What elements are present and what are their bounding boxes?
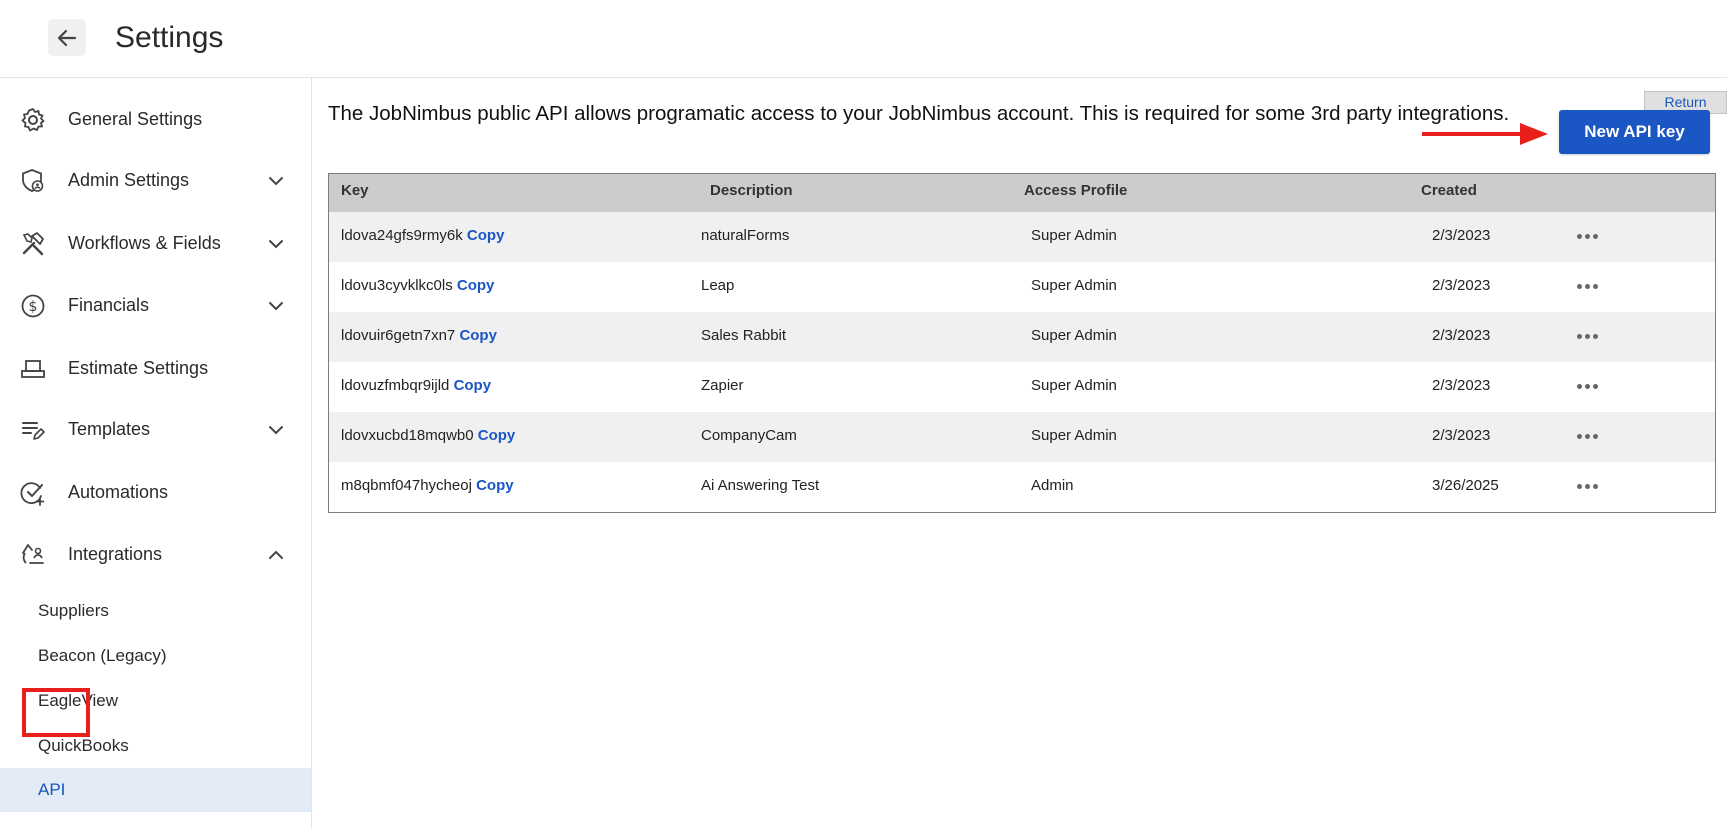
sidebar-item-admin-settings[interactable] — [0, 152, 311, 208]
sidebar-subitem-label: Beacon (Legacy) — [38, 646, 167, 665]
copy-key-link[interactable]: Copy — [466, 227, 505, 244]
dollar-circle-icon — [19, 292, 47, 320]
created-cell: 3/26/2025 — [1432, 477, 1499, 494]
copy-key-link[interactable]: Copy — [456, 277, 495, 294]
api-keys-table — [328, 173, 1716, 513]
sidebar-item-estimate-settings[interactable] — [0, 340, 311, 396]
sidebar-item-label: Financials — [68, 294, 150, 315]
more-options-icon[interactable] — [1577, 229, 1601, 243]
copy-key-link[interactable]: Copy — [476, 477, 514, 494]
access-profile-cell: Super Admin — [1031, 327, 1117, 344]
chevron-down-icon[interactable] — [266, 171, 286, 191]
sidebar-item-label: Templates — [68, 418, 151, 439]
more-options-icon[interactable] — [1577, 479, 1601, 493]
chevron-up-icon[interactable] — [266, 545, 286, 565]
sidebar-item-label: Workflows & Fields — [68, 232, 221, 253]
key-value: ldovuir6getn7xn7 — [341, 327, 456, 344]
created-cell: 2/3/2023 — [1432, 427, 1491, 444]
sidebar-item-workflows-fields[interactable] — [0, 215, 311, 271]
created-cell: 2/3/2023 — [1432, 377, 1491, 394]
more-options-icon[interactable] — [1577, 379, 1601, 393]
table-row — [329, 412, 1715, 462]
sidebar-item-label: Integrations — [68, 543, 163, 564]
sidebar-subitem-quickbooks[interactable] — [0, 724, 311, 768]
key-cell — [341, 277, 494, 294]
key-cell — [341, 377, 491, 394]
table-header — [329, 174, 1715, 212]
check-plus-icon — [19, 479, 47, 507]
page-title: Settings — [115, 21, 224, 54]
access-profile-cell: Admin — [1031, 477, 1074, 494]
description-cell: Leap — [701, 277, 735, 294]
table-row — [329, 362, 1715, 412]
key-value: ldovuzfmbqr9ijld — [341, 377, 450, 394]
sidebar-subitem-suppliers[interactable] — [0, 589, 311, 633]
sidebar-item-label: General Settings — [68, 108, 203, 129]
sidebar-subitem-eagleview[interactable] — [0, 679, 311, 723]
copy-key-link[interactable]: Copy — [477, 427, 516, 444]
access-profile-cell: Super Admin — [1031, 227, 1117, 244]
shield-user-icon — [19, 167, 47, 195]
created-cell: 2/3/2023 — [1432, 327, 1491, 344]
key-value: ldova24gfs9rmy6k — [341, 227, 463, 244]
key-value: m8qbmf047hycheoj — [341, 477, 472, 494]
chevron-down-icon[interactable] — [266, 296, 286, 316]
sidebar-subitem-api[interactable] — [0, 768, 311, 812]
chevron-down-icon[interactable] — [266, 234, 286, 254]
column-header-key[interactable]: Key — [341, 182, 369, 199]
table-row — [329, 312, 1715, 362]
key-cell — [341, 477, 514, 494]
chevron-down-icon[interactable] — [266, 420, 286, 440]
annotation-arrow-icon — [1420, 120, 1550, 148]
printer-icon — [19, 355, 47, 383]
list-edit-icon — [19, 416, 47, 444]
description-cell: Sales Rabbit — [701, 327, 787, 344]
sidebar-subitem-label: EagleView — [38, 691, 119, 710]
sidebar-item-general-settings[interactable] — [0, 91, 311, 147]
sidebar-item-templates[interactable] — [0, 401, 311, 457]
tools-icon — [19, 230, 47, 258]
new-api-key-button[interactable]: New API key — [1559, 110, 1710, 154]
column-header-created[interactable]: Created — [1421, 182, 1477, 199]
sidebar-subitem-label: QuickBooks — [38, 736, 129, 755]
more-options-icon[interactable] — [1577, 329, 1601, 343]
key-cell — [341, 327, 497, 344]
sidebar-item-integrations[interactable] — [0, 526, 311, 582]
access-profile-cell: Super Admin — [1031, 277, 1117, 294]
sidebar-item-automations[interactable] — [0, 464, 311, 520]
sidebar-item-label: Automations — [68, 481, 169, 502]
description-cell: CompanyCam — [701, 427, 797, 444]
sidebar-subitem-label: API — [38, 780, 66, 799]
sidebar-subitem-beacon-legacy[interactable] — [0, 634, 311, 678]
key-value: ldovxucbd18mqwb0 — [341, 427, 474, 444]
description-cell: naturalForms — [701, 227, 790, 244]
sidebar-item-label: Estimate Settings — [68, 357, 209, 378]
table-row — [329, 462, 1715, 512]
back-button[interactable] — [48, 19, 86, 56]
column-header-access-profile[interactable]: Access Profile — [1024, 182, 1128, 199]
more-options-icon[interactable] — [1577, 429, 1601, 443]
key-cell — [341, 227, 504, 244]
access-profile-cell: Super Admin — [1031, 377, 1117, 394]
sidebar-subitem-label: Suppliers — [38, 601, 109, 620]
arrow-left-icon — [56, 27, 78, 49]
integrations-icon — [19, 541, 47, 569]
description-cell: Ai Answering Test — [701, 477, 820, 494]
more-options-icon[interactable] — [1577, 279, 1601, 293]
key-cell — [341, 427, 515, 444]
table-row — [329, 262, 1715, 312]
api-intro-text: The JobNimbus public API allows programatic access to your JobNimbus account. This is required for some 3rd party integrations. — [328, 102, 1510, 125]
access-profile-cell: Super Admin — [1031, 427, 1117, 444]
sidebar-item-financials[interactable] — [0, 277, 311, 333]
copy-key-link[interactable]: Copy — [459, 327, 497, 344]
page-header — [0, 0, 1727, 78]
created-cell: 2/3/2023 — [1432, 227, 1491, 244]
gear-icon — [19, 106, 47, 134]
created-cell: 2/3/2023 — [1432, 277, 1491, 294]
sidebar — [0, 78, 312, 828]
svg-text:$: $ — [28, 299, 38, 315]
sidebar-item-label: Admin Settings — [68, 169, 190, 190]
description-cell: Zapier — [701, 377, 744, 394]
table-row — [329, 212, 1715, 262]
copy-key-link[interactable]: Copy — [453, 377, 492, 394]
column-header-description[interactable]: Description — [710, 182, 793, 199]
return-button[interactable]: Return — [1644, 91, 1727, 114]
key-value: ldovu3cyvklkc0ls — [341, 277, 453, 294]
